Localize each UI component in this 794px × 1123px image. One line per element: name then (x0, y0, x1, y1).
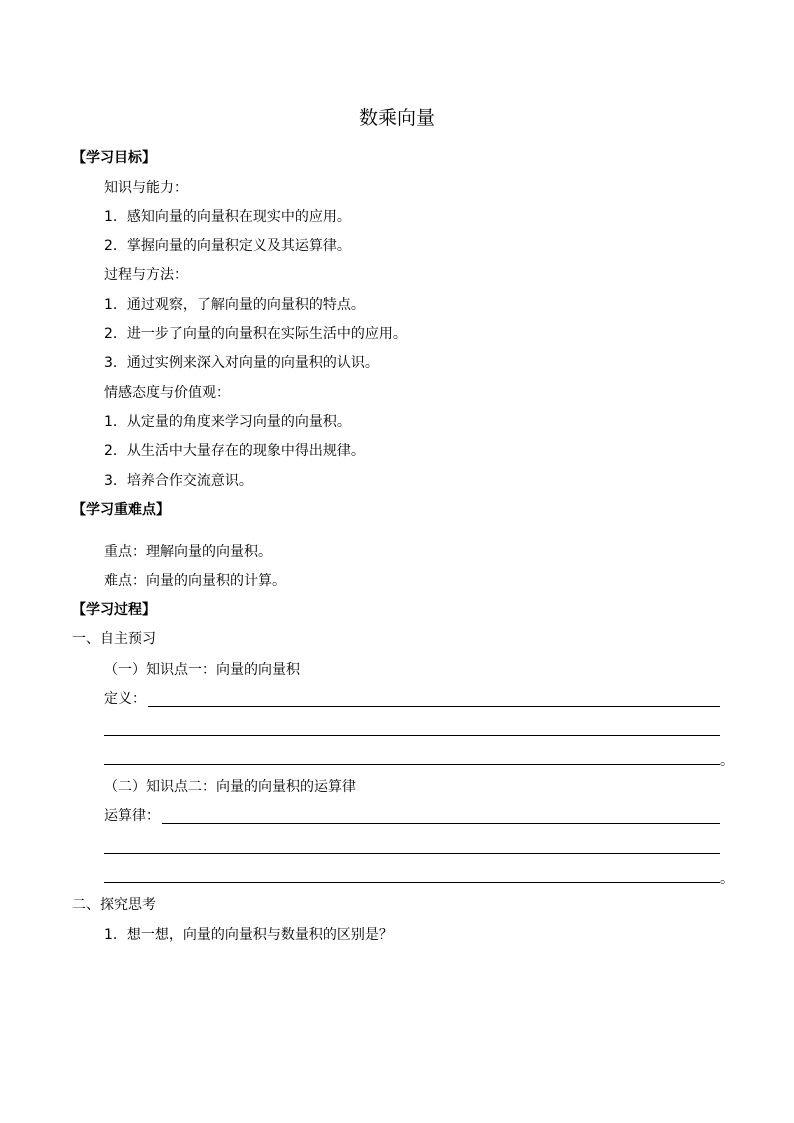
kp2-blank-line-1 (162, 823, 720, 824)
kp2-end-mark: 。 (720, 871, 734, 887)
kp2-blank-line-3 (104, 882, 720, 883)
emotion-item-2: 2．从生活中大量存在的现象中得出规律。 (104, 443, 365, 459)
kp2-field-label: 运算律： (104, 808, 160, 824)
key-points-heading: 【学习重难点】 (72, 502, 170, 518)
emotion-item-3: 3．培养合作交流意识。 (104, 473, 253, 489)
process-item-1: 1．通过观察，了解向量的向量积的特点。 (104, 297, 365, 313)
kp1-title: （一）知识点一：向量的向量积 (104, 662, 300, 678)
part1-title: 一、自主预习 (72, 631, 156, 647)
difficult-point: 难点：向量的向量积的计算。 (104, 573, 286, 589)
kp1-blank-line-1 (148, 706, 720, 707)
process-item-2: 2．进一步了向量的向量积在实际生活中的应用。 (104, 326, 407, 342)
kp1-field-label: 定义： (104, 691, 146, 707)
kp2-title: （二）知识点二：向量的向量积的运算律 (104, 779, 356, 795)
knowledge-item-1: 1．感知向量的向量积在现实中的应用。 (104, 209, 351, 225)
kp2-blank-line-2 (104, 853, 720, 854)
kp1-end-mark: 。 (720, 753, 734, 769)
process-heading: 【学习过程】 (72, 602, 156, 618)
process-item-3: 3．通过实例来深入对向量的向量积的认识。 (104, 355, 379, 371)
knowledge-label: 知识与能力： (104, 180, 188, 196)
process-label: 过程与方法： (104, 267, 188, 283)
part2-title: 二、探究思考 (72, 897, 156, 913)
emotion-item-1: 1．从定量的角度来学习向量的向量积。 (104, 414, 351, 430)
kp1-blank-line-3 (104, 764, 720, 765)
key-point: 重点：理解向量的向量积。 (104, 544, 272, 560)
page-title: 数乘向量 (358, 107, 435, 129)
knowledge-item-2: 2．掌握向量的向量积定义及其运算律。 (104, 238, 351, 254)
kp1-blank-line-2 (104, 735, 720, 736)
objectives-heading: 【学习目标】 (72, 150, 156, 166)
part2-question-1: 1．想一想，向量的向量积与数量积的区别是？ (104, 927, 393, 943)
emotion-label: 情感态度与价值观： (104, 385, 230, 401)
